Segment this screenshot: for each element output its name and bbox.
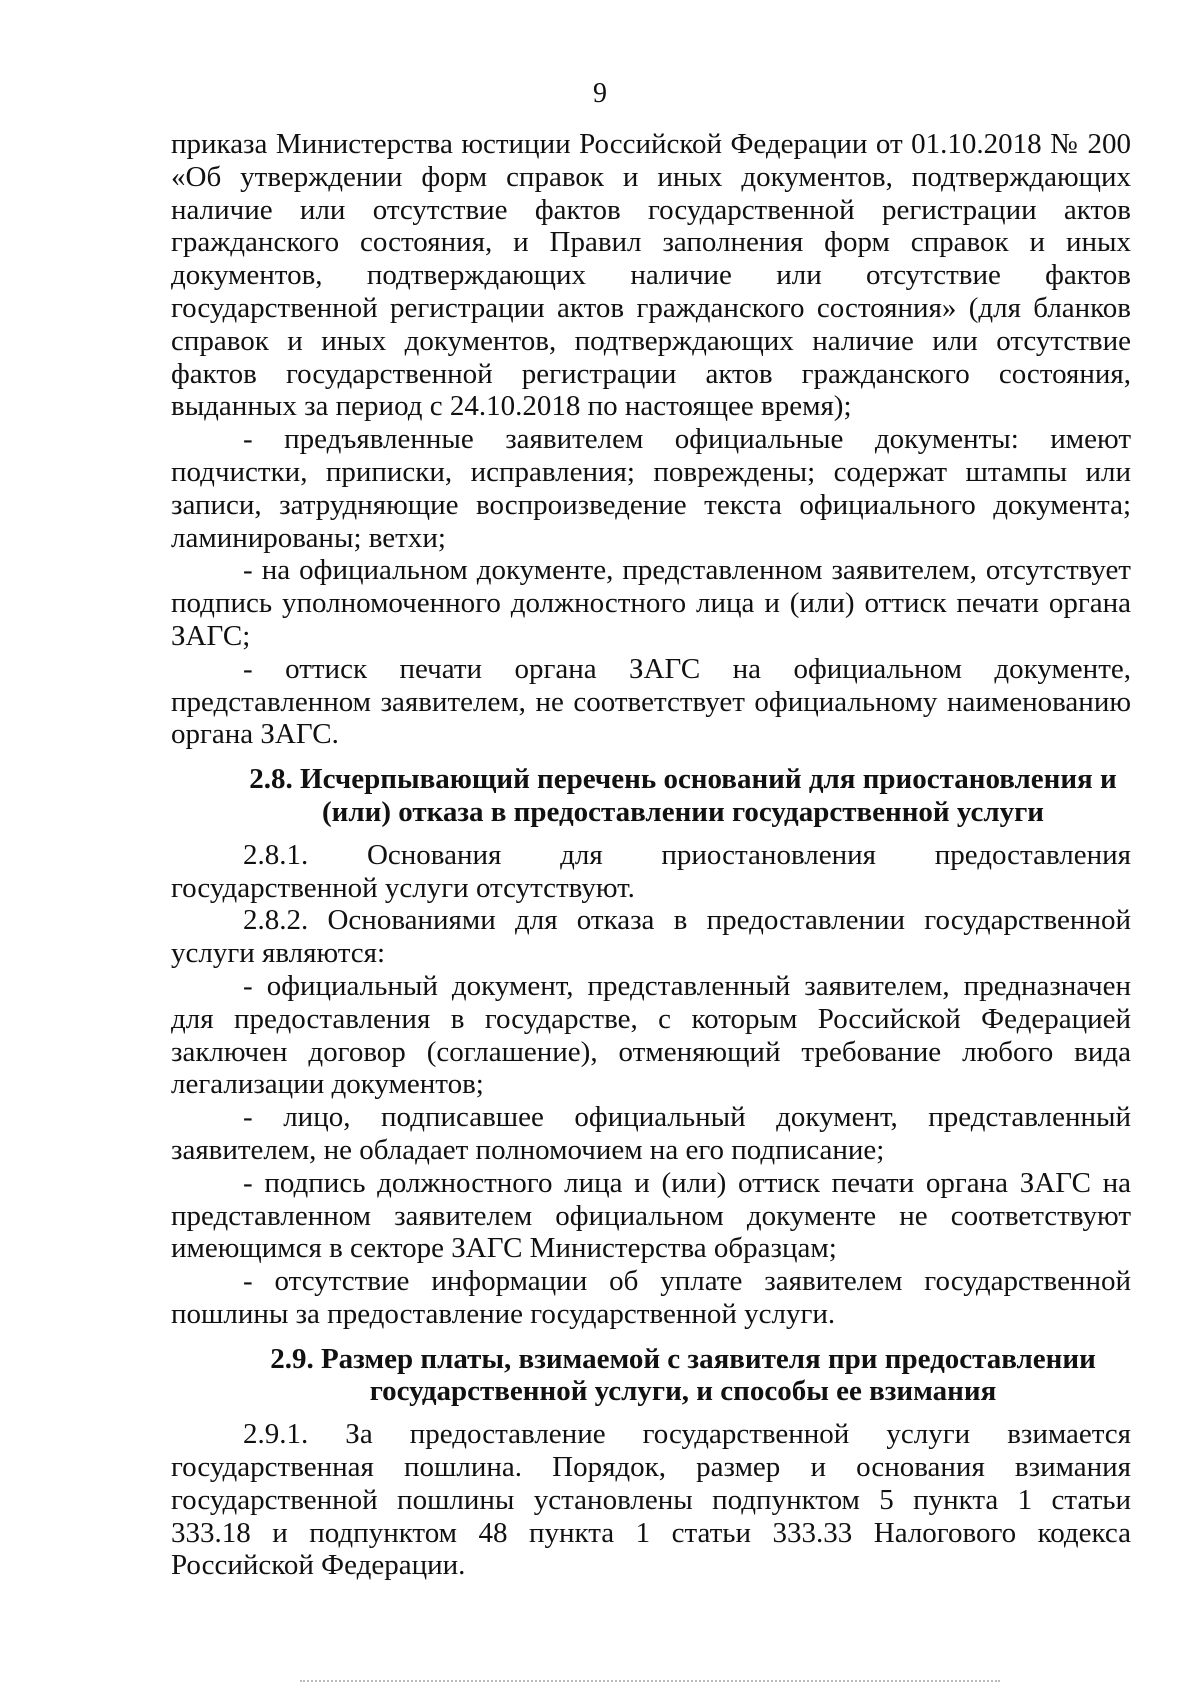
- paragraph-order-reference: приказа Министерства юстиции Российской Федерации от 01.10.2018 № 200 «Об утверждении форм справок и иных документов, подтверждающих наличие или отсутствие фактов государственной регистрации актов гражданского состояния, и Правил заполнения форм справок и иных документов, подтверждающих наличие или отсутствие фактов государственной регистрации актов гражданского состояния» (для бланков справок и иных документов, подтверждающих наличие или отсутствие фактов государственной регистрации актов гражданского состояния, выданных за период с 24.10.2018 по настоящее время);: [171, 128, 1131, 423]
- page-number: 9: [593, 78, 607, 109]
- section-heading-2-9-line1: 2.9. Размер платы, взимаемой с заявителя при предоставлении: [270, 1342, 1096, 1375]
- list-item-no-payment-info: - отсутствие информации об уплате заявителем государственной пошлины за предоставление государственной услуги.: [171, 1265, 1131, 1330]
- section-heading-2-8-line2: (или) отказа в предоставлении государственной услуги: [321, 795, 1045, 828]
- section-heading-2-9: [171, 1343, 1131, 1409]
- paragraph-2-9-1: 2.9.1. За предоставление государственной услуги взимается государственная пошлина. Порядок, размер и основания взимания государственной пошлины установлены подпунктом 5 пункта 1 статьи 333.18 и подпунктом 48 пункта 1 статьи 333.33 Налогового кодекса Российской Федерации.: [171, 1418, 1131, 1582]
- paragraph-2-8-1: 2.8.1. Основания для приостановления предоставления государственной услуги отсутствуют.: [171, 838, 1131, 904]
- document-body: [171, 128, 1131, 1582]
- section-heading-2-8-line1: 2.8. Исчерпывающий перечень оснований для приостановления и: [249, 763, 1117, 796]
- list-item-samples-mismatch: - подпись должностного лица и (или) оттиск печати органа ЗАГС на представленном заявителем официальном документе не соответствуют имеющимся в секторе ЗАГС Министерства образцам;: [171, 1166, 1131, 1265]
- section-heading-2-8: [171, 763, 1131, 829]
- section-heading-2-9-line2: государственной услуги, и способы ее взимания: [369, 1375, 997, 1408]
- paragraph-2-8-2: 2.8.2. Основаниями для отказа в предоставлении государственной услуги являются:: [171, 904, 1131, 970]
- scan-artifact-line: [300, 1680, 1000, 1685]
- list-item-seal-mismatch: - оттиск печати органа ЗАГС на официальном документе, представленном заявителем, не соответствует официальному наименованию органа ЗАГС.: [171, 652, 1131, 751]
- list-item-legalization: - официальный документ, представленный заявителем, предназначен для предоставления в государстве, с которым Российской Федерацией заключен договор (соглашение), отменяющий требование любого вида легализации документов;: [171, 969, 1131, 1101]
- list-item-damaged-documents: - предъявленные заявителем официальные документы: имеют подчистки, приписки, исправления; повреждены; содержат штампы или записи, затрудняющие воспроизведение текста официального документа; ламинированы; ветхи;: [171, 423, 1131, 554]
- list-item-missing-signature: - на официальном документе, представленном заявителем, отсутствует подпись уполномоченного должностного лица и (или) оттиск печати органа ЗАГС;: [171, 554, 1131, 652]
- list-item-no-authority: - лицо, подписавшее официальный документ, представленный заявителем, не обладает полномочием на его подписание;: [171, 1101, 1131, 1166]
